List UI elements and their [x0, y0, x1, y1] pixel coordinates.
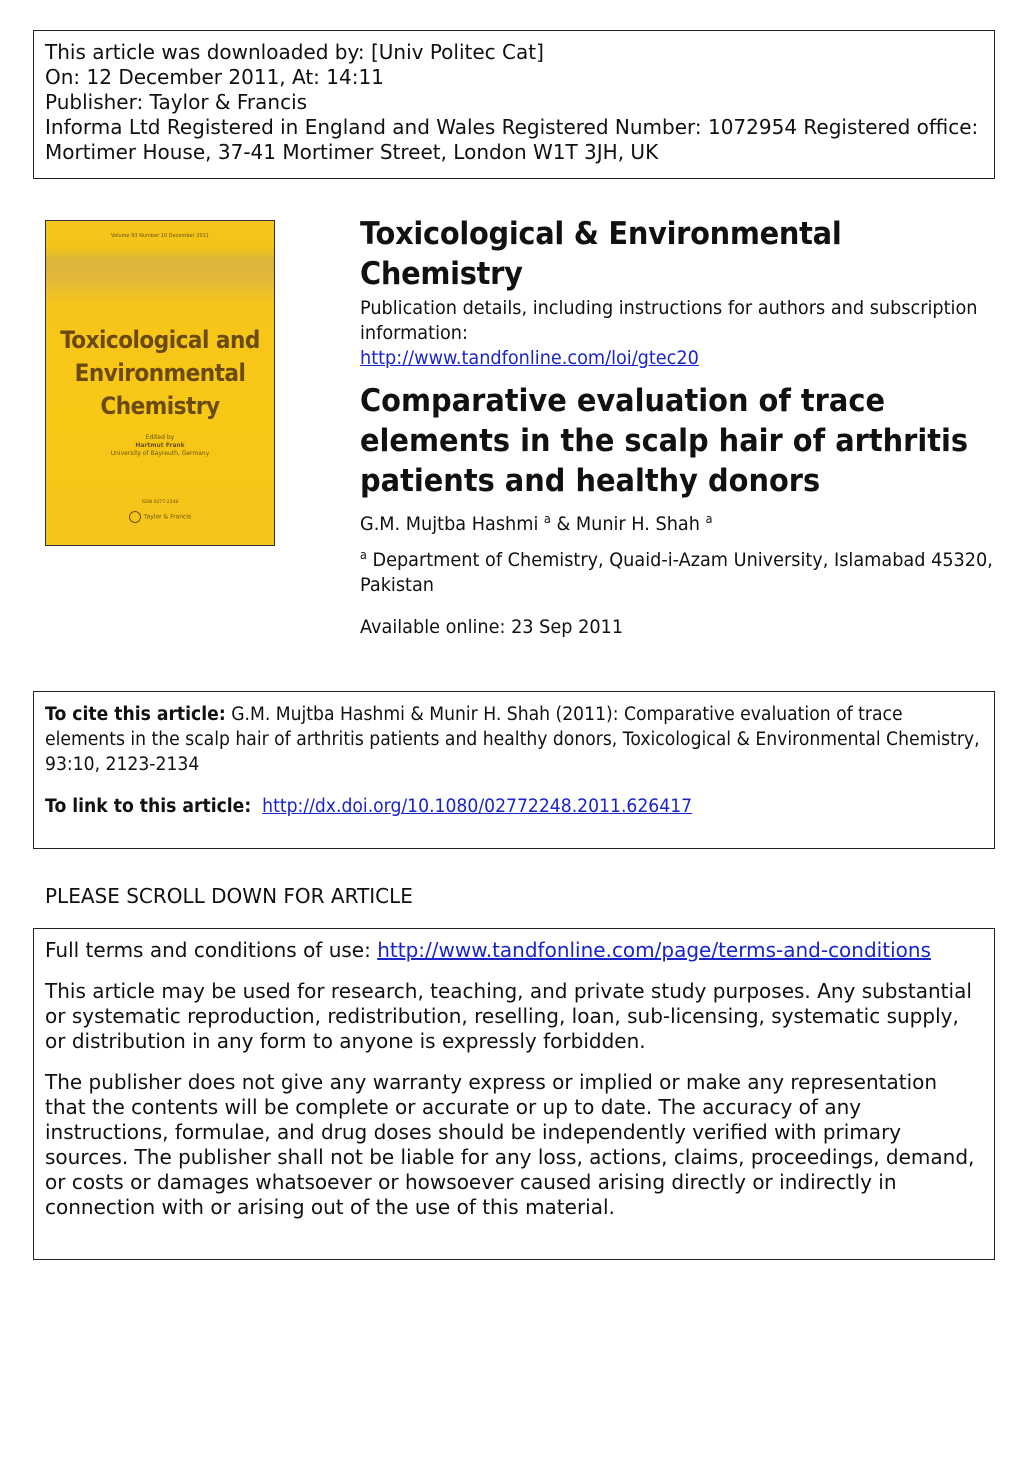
journal-title: Toxicological & Environmental Chemistry	[360, 216, 842, 292]
terms-intro-text: Full terms and conditions of use:	[45, 938, 371, 962]
cover-title-line: Environmental	[74, 359, 246, 387]
link-label: To link to this article:	[45, 796, 252, 817]
publisher-logo-icon	[129, 511, 141, 523]
publication-details	[360, 296, 1002, 371]
journal-link[interactable]: http://www.tandfonline.com/loi/gtec20	[360, 347, 699, 369]
cite-label: To cite this article:	[45, 704, 226, 725]
link-paragraph	[45, 794, 984, 819]
cover-publisher-name: Taylor & Francis	[143, 513, 192, 521]
affil-mark: a	[360, 548, 367, 562]
terms-intro	[45, 938, 983, 963]
disclaimer-paragraph: The publisher does not give any warranty express or implied or make any representation that the contents will be complete or accurate or up to date. The accuracy of any instructions, formulae, and drug doses should be independently verified with primary sources. The publisher shall not be liable for any loss, actions, claims, proceedings, demand, or costs or damages whatsoever or howsoever caused arising directly or indirectly in connection with or arising out of the use of this material.	[45, 1070, 975, 1219]
doi-link[interactable]: http://dx.doi.org/10.1080/02772248.2011.626417	[262, 796, 693, 817]
citation-box	[33, 691, 995, 849]
cover-issn: ISSN 0277-2248	[141, 500, 179, 505]
download-info-box	[33, 30, 995, 179]
cover-volume-text: Volume 93 Number 10 December 2011	[110, 233, 209, 239]
cover-title	[46, 324, 274, 423]
article-metadata	[360, 214, 1000, 640]
scroll-notice: PLEASE SCROLL DOWN FOR ARTICLE	[45, 884, 413, 908]
cover-title-line: Toxicological and	[60, 326, 260, 354]
cover-publisher	[46, 511, 274, 523]
cover-editor	[46, 434, 274, 458]
terms-box	[33, 928, 995, 1260]
cover-editor-line: Edited by	[145, 434, 175, 441]
affil-mark: a	[705, 512, 713, 526]
cite-paragraph	[45, 702, 984, 777]
article-title: Comparative evaluation of trace elements in the scalp hair of arthritis patients and healthy donors	[360, 383, 969, 499]
cite-text: G.M. Mujtba Hashmi & Munir H. Shah (2011): Comparative evaluation of trace elements in the scalp hair of arthritis patients and healthy donors, Toxicological & Environmental Chemistry, 93:10, 2123-2134	[45, 704, 980, 775]
affiliation	[360, 543, 1002, 598]
cover-editor-name: Hartmut Frank	[135, 442, 185, 449]
affil-mark: a	[544, 512, 551, 526]
available-online: Available online: 23 Sep 2011	[360, 616, 624, 638]
cover-editor-affil: University of Bayreuth, Germany	[110, 450, 210, 457]
terms-link[interactable]: http://www.tandfonline.com/page/terms-and-conditions	[377, 938, 931, 962]
author-name: & Munir H. Shah	[556, 513, 700, 535]
affiliation-text: Department of Chemistry, Quaid-i-Azam University, Islamabad 45320, Pakistan	[360, 549, 993, 596]
download-date: On: 12 December 2011, At: 14:11	[45, 65, 384, 89]
publication-details-text: Publication details, including instructions for authors and subscription information:	[360, 297, 978, 344]
author-name: G.M. Mujtba Hashmi	[360, 513, 539, 535]
journal-cover-image	[45, 220, 275, 546]
terms-paragraph: This article may be used for research, teaching, and private study purposes. Any substantial or systematic reproduction, redistribution, reselling, loan, sub-licensing, systematic supply, or distribution in any form to anyone is expressly forbidden.	[45, 979, 972, 1053]
cover-title-line: Chemistry	[100, 392, 220, 420]
publisher-line: Publisher: Taylor & Francis	[45, 90, 308, 114]
authors	[360, 507, 1002, 537]
download-line: This article was downloaded by: [Univ Politec Cat]	[45, 40, 544, 64]
registration-line: Informa Ltd Registered in England and Wales Registered Number: 1072954 Registered office: Mortimer House, 37-41 Mortimer Street, London W1T 3JH, UK	[45, 115, 979, 164]
